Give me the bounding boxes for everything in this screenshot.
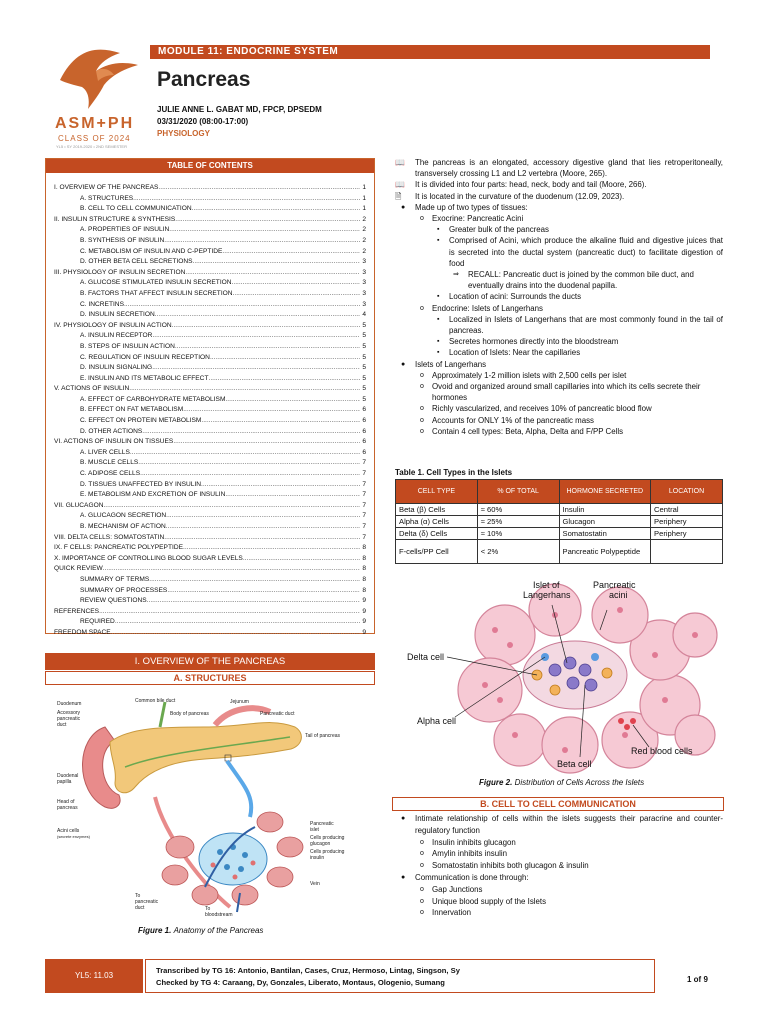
islet-cells-figure: [395, 575, 723, 775]
table-row: [396, 516, 723, 528]
trans-note: 🗎 It is located in the curvature of the duodenum (12.09, 2023).: [395, 191, 625, 201]
toc-item-page: 9: [362, 607, 366, 615]
page-title: Pancreas: [157, 68, 251, 91]
fig1-label-islet1: Pancreatic: [310, 821, 334, 827]
fig2-label-rbc: Red blood cells: [631, 746, 693, 756]
toc-item[interactable]: [54, 522, 366, 533]
toc-item[interactable]: [54, 416, 366, 427]
list-item: o Accounts for ONLY 1% of the pancreatic mass: [420, 415, 594, 425]
fig1-label-tail: Tail of pancreas: [305, 733, 341, 739]
list-item: ▪ Location of acini: Surrounds the ducts: [437, 292, 582, 302]
footer-code: YL5: 11.03: [45, 959, 143, 993]
toc-item-title: D. OTHER ACTIONS: [80, 427, 143, 435]
list-item: o Unique blood supply of the Islets: [420, 896, 547, 906]
toc-leader: [99, 607, 360, 618]
toc-item-page: 7: [362, 501, 366, 509]
fig2-label-islet: Islet of: [533, 580, 560, 590]
toc-item-title: REQUIRED: [80, 618, 115, 626]
logo-class: CLASS OF 2024: [58, 134, 131, 143]
toc-item-page: 8: [362, 554, 366, 562]
subsection-heading-cell-communication: B. CELL TO CELL COMMUNICATION: [392, 797, 724, 811]
toc-item-page: 7: [362, 533, 366, 541]
list-item: o Gap Junctions: [420, 884, 483, 894]
fig1-label-to-bs1: To: [205, 906, 211, 912]
toc-item-title: I. OVERVIEW OF THE PANCREAS: [54, 184, 159, 191]
toc-item[interactable]: [54, 300, 366, 311]
toc-item-title: C. REGULATION OF INSULIN RECEPTION: [80, 353, 210, 361]
toc-item[interactable]: [54, 480, 366, 491]
logo-name: ASM+PH: [55, 115, 135, 132]
toc-item[interactable]: [54, 225, 366, 236]
figure2-caption-text: Distribution of Cells Across the Islets: [514, 778, 645, 787]
toc-item-title: A. EFFECT OF CARBOHYDRATE METABOLISM: [80, 395, 226, 403]
table-cell: Periphery: [651, 516, 723, 528]
list-item: ● Intimate relationship of cells within the islets suggests their paracrine and counter-regulatory function: [401, 814, 723, 835]
table-row: [396, 504, 723, 516]
fig1-label-papilla: papilla: [57, 779, 72, 785]
toc-item[interactable]: [54, 331, 366, 342]
pancreas-anatomy-figure: [55, 697, 365, 919]
toc-item-page: 7: [362, 491, 366, 499]
fig1-label-acini-sub: (secrete enzymes): [57, 834, 90, 839]
fig1-label-jejunum: Jejunum: [230, 699, 249, 705]
toc-item[interactable]: [54, 257, 366, 268]
checked-by: Checked by TG 4: Caraang, Dy, Gonzales, Liberato, Montaus, Ologenio, Sumang: [156, 978, 445, 987]
toc-item-title: QUICK REVIEW: [54, 565, 103, 573]
toc-list: [46, 173, 374, 639]
toc-item-title: VIII. DELTA CELLS: SOMATOSTATIN: [54, 533, 165, 541]
toc-leader: [222, 247, 360, 258]
phoenix-logo-icon: [50, 45, 145, 115]
toc-item[interactable]: [54, 215, 366, 226]
toc-leader: [140, 469, 360, 480]
table-cell: Central: [651, 504, 723, 516]
toc-item-page: 1: [362, 205, 366, 213]
toc-item-title: B. SYNTHESIS OF INSULIN: [80, 236, 165, 244]
toc-leader: [192, 257, 360, 268]
table-cell: ≈ 25%: [477, 516, 559, 528]
toc-leader: [173, 437, 360, 448]
toc-item[interactable]: [54, 533, 366, 544]
toc-item-page: 5: [362, 353, 366, 361]
page-number: 1 of 9: [687, 975, 708, 984]
list-item: ▪ Location of Islets: Near the capillaries: [437, 348, 581, 358]
toc-leader: [155, 310, 361, 321]
toc-leader: [183, 405, 360, 416]
fig1-label-head-of: Head of: [57, 799, 75, 805]
toc-leader: [175, 342, 360, 353]
toc-leader: [164, 533, 360, 544]
toc-item-title: C. INCRETINS: [80, 300, 124, 308]
toc-item[interactable]: [54, 628, 366, 639]
fig2-label-acini: acini: [609, 590, 628, 600]
toc-leader: [175, 215, 360, 226]
figure1-caption-text: Anatomy of the Pancreas: [173, 926, 264, 935]
toc-heading: TABLE OF CONTENTS: [46, 159, 374, 173]
toc-item-title: IX. F CELLS: PANCREATIC POLYPEPTIDE: [54, 544, 183, 552]
toc-item[interactable]: [54, 427, 366, 438]
book-note: 📖 It is divided into four parts: head, neck, body and tail (Moore, 266).: [395, 180, 647, 190]
toc-leader: [210, 353, 360, 364]
toc-item-page: 5: [362, 342, 366, 350]
subject: PHYSIOLOGY: [157, 129, 210, 138]
toc-item[interactable]: [54, 554, 366, 565]
fig1-label-to-pd1: To: [135, 893, 141, 899]
subsection-heading-structures: A. STRUCTURES: [45, 671, 375, 685]
toc-item[interactable]: [54, 586, 366, 597]
toc-item-page: 3: [362, 279, 366, 287]
table-cell: < 2%: [477, 540, 559, 564]
toc-item-page: 3: [362, 300, 366, 308]
toc-item-title: B. MUSCLE CELLS: [80, 459, 139, 467]
fig1-label-to-bs2: bloodstream: [205, 912, 233, 918]
list-item: ▪ Greater bulk of the pancreas: [437, 225, 550, 235]
toc-item-title: D. INSULIN SECRETION: [80, 311, 155, 319]
toc-item[interactable]: [54, 437, 366, 448]
toc-item[interactable]: [54, 596, 366, 607]
fig2-label-langerhans: Langerhans: [523, 590, 571, 600]
fig1-label-duodenal: Duodenal: [57, 773, 79, 779]
toc-item-page: 7: [362, 523, 366, 530]
toc-item-title: SUMMARY OF TERMS: [80, 575, 150, 583]
table-cell: Somatostatin: [559, 528, 651, 540]
toc-leader: [115, 617, 361, 628]
toc-item-page: 6: [362, 448, 366, 456]
toc-item[interactable]: [54, 448, 366, 459]
toc-item-title: V. ACTIONS OF INSULIN: [54, 385, 130, 393]
fig1-label-ins1: Cells producing: [310, 849, 345, 855]
table-header: % OF TOTAL: [477, 480, 559, 504]
toc-item-page: 7: [362, 480, 366, 488]
toc-item-title: II. INSULIN STRUCTURE & SYNTHESIS: [54, 215, 176, 223]
toc-item-page: 3: [362, 289, 366, 297]
toc-item-title: REFERENCES: [54, 607, 100, 615]
toc-item[interactable]: [54, 469, 366, 480]
toc-leader: [233, 289, 361, 300]
toc-leader: [183, 543, 360, 554]
toc-leader: [201, 480, 360, 491]
fig1-label-pancreas: pancreas: [57, 805, 78, 811]
logo-sub: YL5 • SY 2019-2020 • 2ND SEMESTER: [56, 144, 127, 149]
toc-leader: [111, 628, 361, 639]
list-item: ▪ Localized in Islets of Langerhans that are most commonly found in the tail of pancreas.: [437, 314, 723, 336]
toc-item-page: 7: [362, 470, 366, 478]
fig1-label-vein: Vein: [310, 881, 320, 887]
toc-item-title: D. TISSUES UNAFFECTED BY INSULIN: [80, 480, 202, 488]
book-note: 📖 The pancreas is an elongated, accessory digestive gland that lies retroperitoneally, transversely crossing L1 and L2 vertebra (Moore, 265).: [395, 158, 723, 179]
toc-leader: [129, 384, 360, 395]
list-item: o Contain 4 cell types: Beta, Alpha, Delta and F/PP Cells: [420, 426, 624, 436]
toc-leader: [103, 564, 361, 575]
toc-item-page: 2: [362, 215, 366, 223]
table-cell: ≈ 10%: [477, 528, 559, 540]
toc-leader: [172, 321, 361, 332]
table-cell: Alpha (α) Cells: [396, 516, 478, 528]
toc-item[interactable]: [54, 194, 366, 205]
fig1-label-islet2: islet: [310, 827, 319, 833]
toc-item[interactable]: [54, 363, 366, 374]
toc-item[interactable]: [54, 564, 366, 575]
toc-item-page: 8: [362, 544, 366, 552]
figure1-caption: [138, 926, 263, 935]
toc-leader: [169, 225, 360, 236]
toc-item-title: IV. PHYSIOLOGY OF INSULIN ACTION: [54, 321, 172, 329]
toc-leader: [166, 522, 361, 533]
table-header: HORMONE SECRETED: [559, 480, 651, 504]
toc-item-title: A. GLUCAGON SECRETION: [80, 512, 167, 520]
toc-item[interactable]: [54, 501, 366, 512]
toc-item-title: E. METABOLISM AND EXCRETION OF INSULIN: [80, 491, 226, 499]
toc-leader: [147, 596, 361, 607]
lecture-meta: [157, 104, 322, 140]
table-header: CELL TYPE: [396, 480, 478, 504]
toc-item[interactable]: [54, 384, 366, 395]
transcribed-by: Transcribed by TG 16: Antonio, Bantilan, Cases, Cruz, Hermoso, Lintag, Singson, Sy: [156, 966, 460, 975]
arrow-right-icon: ⇒: [453, 271, 459, 279]
toc-item[interactable]: [54, 395, 366, 406]
fig1-label-duct: duct: [57, 722, 67, 728]
toc-item-title: A. STRUCTURES: [80, 194, 134, 202]
toc-item[interactable]: [54, 268, 366, 279]
toc-item-page: 9: [362, 618, 366, 626]
toc-item-page: 1: [362, 184, 366, 191]
toc-item[interactable]: [54, 310, 366, 321]
page-footer: [45, 959, 725, 993]
fig1-label-to-pd3: duct: [135, 905, 145, 911]
toc-item[interactable]: [54, 405, 366, 416]
toc-item[interactable]: [54, 183, 366, 194]
toc-item-page: 8: [362, 586, 366, 594]
list-item: ● Communication is done through:: [401, 872, 529, 882]
toc-item-title: III. PHYSIOLOGY OF INSULIN SECRETION: [54, 268, 186, 276]
list-item: o Exocrine: Pancreatic Acini: [420, 214, 524, 224]
list-item: o Ovoid and organized around small capillaries into which its cells secrete their hormones: [420, 382, 701, 403]
fig2-label-alpha: Alpha cell: [417, 716, 457, 726]
table-cell: Pancreatic Polypeptide: [559, 540, 651, 564]
table-cell: Periphery: [651, 528, 723, 540]
toc-item-page: 6: [362, 427, 366, 435]
toc-item[interactable]: [54, 575, 366, 586]
toc-item-title: VI. ACTIONS OF INSULIN ON TISSUES: [54, 438, 174, 446]
toc-item-title: A. PROPERTIES OF INSULIN: [80, 226, 170, 234]
fig2-label-beta: Beta cell: [557, 759, 592, 769]
table-cell: ≈ 60%: [477, 504, 559, 516]
module-bar: MODULE 11: ENDOCRINE SYSTEM: [150, 45, 710, 59]
toc-item[interactable]: [54, 342, 366, 353]
toc-item-title: E. INSULIN AND ITS METABOLIC EFFECT: [80, 374, 209, 382]
toc-item[interactable]: [54, 511, 366, 522]
toc-item-title: FREEDOM SPACE: [54, 628, 111, 636]
fig2-label-delta: Delta cell: [407, 652, 445, 662]
list-item: o Innervation: [420, 908, 472, 918]
toc-item-page: 8: [362, 565, 366, 573]
toc-leader: [208, 374, 360, 385]
toc-leader: [152, 331, 360, 342]
toc-leader: [142, 427, 360, 438]
fig1-label-body: Body of pancreas: [170, 711, 209, 717]
author: JULIE ANNE L. GABAT MD, FPCP, DPSEDM: [157, 105, 322, 114]
figure2-label: Figure 2.: [479, 778, 513, 787]
toc-item-title: A. LIVER CELLS: [80, 448, 130, 456]
list-item: ● Made up of two types of tissues:: [401, 202, 528, 212]
toc-leader: [152, 363, 360, 374]
list-item: o Approximately 1-2 million islets with 2,500 cells per islet: [420, 370, 627, 380]
table1-title: Table 1. Cell Types in the Islets: [395, 468, 513, 477]
toc-item-page: 7: [362, 459, 366, 467]
table-row: [396, 528, 723, 540]
toc-leader: [158, 183, 360, 194]
toc-item[interactable]: [54, 247, 366, 258]
fig1-label-common-bile: Common bile duct: [135, 698, 176, 704]
toc-leader: [185, 268, 360, 279]
list-item: o Somatostatin inhibits both glucagon & insulin: [420, 861, 589, 871]
toc-leader: [164, 236, 360, 247]
footer-credits: [145, 959, 655, 993]
table-cell: Insulin: [559, 504, 651, 516]
list-item: ▪ Secretes hormones directly into the bloodstream: [437, 337, 619, 347]
toc-item[interactable]: [54, 374, 366, 385]
toc-item[interactable]: [54, 458, 366, 469]
toc-item[interactable]: [54, 617, 366, 628]
table-cell: Delta (δ) Cells: [396, 528, 478, 540]
fig1-label-acini: Acini cells: [57, 828, 80, 834]
fig2-label-pancreatic: Pancreatic: [593, 580, 636, 590]
toc-item-page: 3: [362, 258, 366, 266]
toc-leader: [149, 575, 360, 586]
fig1-label-gluc2: glucagon: [310, 841, 331, 847]
list-item: o Richly vascularized, and receives 10% of pancreatic blood flow: [420, 404, 652, 414]
book-icon: 📖: [395, 158, 405, 167]
list-item: o Endocrine: Islets of Langerhans: [420, 303, 543, 313]
figure2-caption: [479, 778, 644, 787]
toc-item-title: B. STEPS OF INSULIN ACTION: [80, 342, 175, 350]
toc-item[interactable]: [54, 236, 366, 247]
toc-item-page: 2: [362, 226, 366, 234]
section-heading: I. OVERVIEW OF THE PANCREAS: [45, 653, 375, 670]
fig1-label-pancreatic: pancreatic: [57, 716, 81, 722]
toc-item-title: SUMMARY OF PROCESSES: [80, 586, 168, 594]
toc-item-title: D. INSULIN SIGNALING: [80, 364, 153, 372]
toc-leader: [166, 511, 360, 522]
fig1-label-pancreatic-duct: Pancreatic duct: [260, 711, 295, 717]
toc-item[interactable]: [54, 278, 366, 289]
table-cell: F-cells/PP Cell: [396, 540, 478, 564]
toc-leader: [124, 300, 360, 311]
toc-item-title: C. ADIPOSE CELLS: [80, 470, 141, 478]
toc-item-page: 6: [362, 438, 366, 446]
table-cell: [651, 540, 723, 564]
toc-item-title: C. METABOLISM OF INSULIN AND C-PEPTIDE: [80, 247, 223, 255]
toc-item[interactable]: [54, 321, 366, 332]
toc-item-page: 7: [362, 512, 366, 520]
toc-item-page: 5: [362, 332, 366, 340]
book-icon: 📖: [395, 180, 405, 190]
cell-communication-text: [395, 813, 723, 919]
overview-text: [395, 157, 723, 437]
toc-leader: [232, 278, 361, 289]
toc-item-title: A. GLUCOSE STIMULATED INSULIN SECRETION: [80, 279, 232, 287]
toc-item[interactable]: [54, 607, 366, 618]
toc-item-title: REVIEW QUESTIONS: [80, 597, 147, 605]
toc-item-page: 2: [362, 247, 366, 255]
toc-leader: [138, 458, 360, 469]
table-row: [396, 540, 723, 564]
toc-item[interactable]: [54, 289, 366, 300]
school-logo: [50, 45, 145, 150]
toc-item-page: 6: [362, 406, 366, 414]
toc-leader: [192, 204, 361, 215]
toc-item-page: 4: [362, 311, 366, 319]
fig1-label-ins2: insulin: [310, 855, 325, 861]
document-icon: 🗎: [395, 191, 402, 201]
toc-item-page: 5: [362, 321, 366, 329]
toc-item-title: B. CELL TO CELL COMMUNICATION: [80, 205, 192, 213]
fig1-label-accessory: Accessory: [57, 710, 81, 716]
toc-item-page: 6: [362, 417, 366, 425]
toc-item-page: 5: [362, 374, 366, 382]
toc-item-page: 1: [362, 194, 366, 202]
cell-types-table: [395, 479, 723, 564]
toc-item[interactable]: [54, 490, 366, 501]
toc-item-title: A. INSULIN RECEPTOR: [80, 332, 153, 340]
table-of-contents: [45, 158, 375, 634]
table-cell: Beta (β) Cells: [396, 504, 478, 516]
list-item: o Insulin inhibits glucagon: [420, 837, 516, 847]
fig1-label-duodenum: Duodenum: [57, 701, 82, 707]
toc-leader: [167, 586, 360, 597]
toc-leader: [225, 395, 360, 406]
toc-item-page: 5: [362, 395, 366, 403]
toc-item-page: 5: [362, 385, 366, 393]
toc-item-title: VII. GLUCAGON: [54, 501, 104, 509]
fig1-label-to-pd2: pancreatic: [135, 899, 159, 905]
toc-item[interactable]: [54, 543, 366, 554]
figure1-label: Figure 1.: [138, 926, 172, 935]
toc-leader: [103, 501, 360, 512]
table-header: LOCATION: [651, 480, 723, 504]
toc-item-page: 9: [362, 597, 366, 605]
toc-item-title: B. MECHANISM OF ACTION: [80, 523, 166, 530]
toc-leader: [133, 194, 360, 205]
recall-note: ⇒ RECALL: Pancreatic duct is joined by the common bile duct, and eventually drains into the duodenal papilla.: [453, 270, 694, 291]
toc-item-title: D. OTHER BETA CELL SECRETIONS: [80, 258, 193, 266]
list-item: ● Islets of Langerhans: [401, 359, 487, 369]
table-cell: Glucagon: [559, 516, 651, 528]
toc-item-title: B. EFFECT ON FAT METABOLISM: [80, 406, 184, 414]
toc-leader: [225, 490, 360, 501]
toc-leader: [243, 554, 361, 565]
list-item: o Amylin inhibits insulin: [420, 849, 507, 859]
list-item: ▪ Comprised of Acini, which produce the alkaline fluid and digestive juices that is secreted into the ductal system (pancreatic duct) to facilitate digestion of food: [437, 236, 723, 268]
toc-item-page: 5: [362, 364, 366, 372]
toc-item-page: 9: [362, 628, 366, 636]
toc-item-title: C. EFFECT ON PROTEIN METABOLISM: [80, 417, 202, 425]
toc-item[interactable]: [54, 353, 366, 364]
toc-leader: [130, 448, 360, 459]
toc-item[interactable]: [54, 204, 366, 215]
toc-item-title: X. IMPORTANCE OF CONTROLLING BLOOD SUGAR LEVELS: [54, 554, 243, 562]
toc-item-page: 3: [362, 268, 366, 276]
toc-leader: [201, 416, 360, 427]
toc-item-page: 2: [362, 236, 366, 244]
toc-item-title: B. FACTORS THAT AFFECT INSULIN SECRETION: [80, 289, 233, 297]
fig1-label-gluc1: Cells producing: [310, 835, 345, 841]
toc-item-page: 8: [362, 575, 366, 583]
lecture-date: 03/31/2020 (08:00-17:00): [157, 117, 249, 126]
